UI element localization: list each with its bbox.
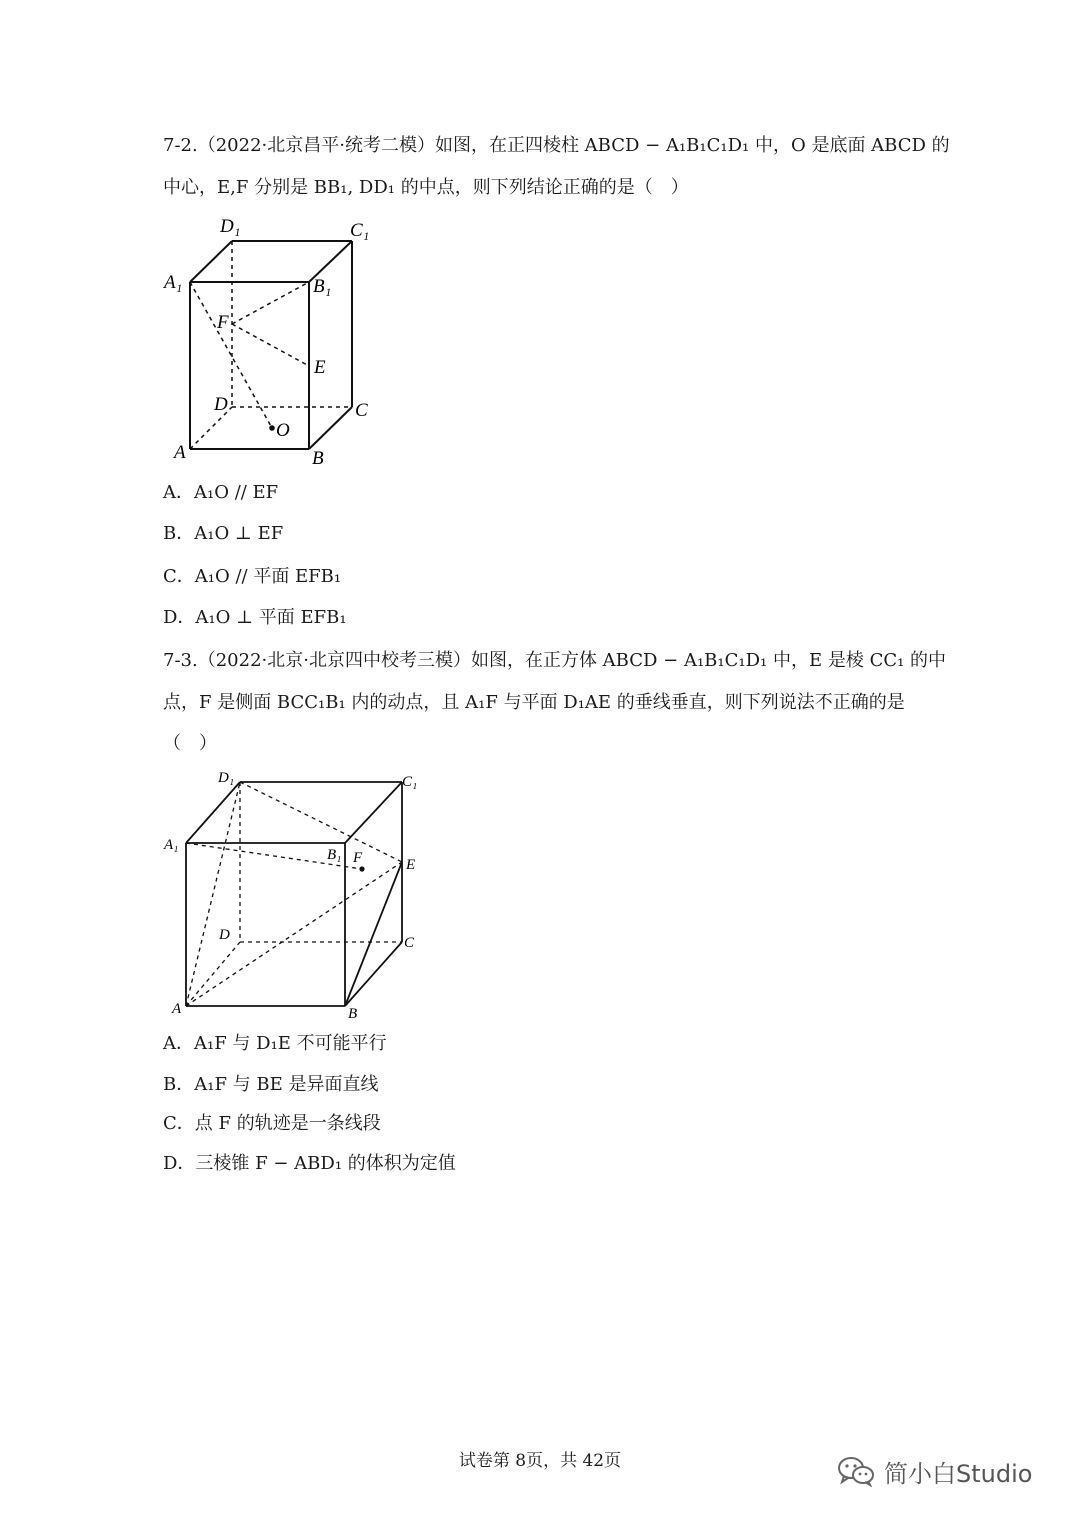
label-B1: B₁	[327, 847, 342, 863]
q72-option-d: D．A₁O ⊥ 平面 EFB₁	[163, 607, 347, 628]
page-footer: 试卷第 8页，共 42页	[458, 1451, 622, 1471]
label-C: C	[355, 400, 368, 421]
label-A: A	[174, 442, 186, 463]
label-F: F	[217, 312, 229, 333]
label-B: B	[348, 1006, 358, 1022]
label-C1: C₁	[350, 220, 370, 241]
watermark	[836, 1453, 1032, 1489]
label-B: B	[312, 448, 324, 469]
label-A1: A₁	[164, 837, 179, 853]
q73-cube-figure	[160, 765, 430, 1025]
label-E: E	[314, 357, 326, 378]
segment-BE	[345, 862, 402, 1006]
point-O	[269, 425, 275, 431]
label-B1: B₁	[313, 276, 332, 297]
label-A1: A₁	[164, 272, 183, 293]
q72-prism-diagram	[160, 210, 400, 470]
label-C: C	[404, 935, 415, 951]
label-D: D	[219, 927, 230, 943]
label-D: D	[214, 394, 228, 415]
q73-option-c: C．点 F 的轨迹是一条线段	[163, 1113, 381, 1134]
q73-stem-line-1: 7-3.（2022·北京·北京四中校考三模）如图，在正方体 ABCD − A₁B₁C₁D₁ 中，E 是棱 CC₁ 的中	[163, 650, 947, 671]
q72-option-a: A．A₁O // EF	[163, 482, 279, 503]
label-D1: D₁	[220, 216, 241, 237]
edge-A1D1	[190, 241, 232, 282]
segment-FE	[232, 324, 309, 366]
q72-stem-line-2: 中心，E,F 分别是 BB₁, DD₁ 的中点，则下列结论正确的是（ ）	[163, 177, 689, 198]
segment-A1O	[190, 282, 272, 428]
edge-CB	[309, 407, 352, 449]
edge-CB	[345, 942, 402, 1006]
label-E: E	[406, 857, 416, 873]
edge-A1D1	[186, 782, 240, 843]
q72-prism-figure	[160, 210, 400, 470]
label-D1: D₁	[218, 770, 235, 786]
q73-stem-line-3: （ ）	[163, 733, 217, 754]
label-C1: C₁	[402, 774, 418, 790]
label-A: A	[172, 1001, 182, 1017]
wechat-icon	[836, 1455, 876, 1487]
segment-D1E	[240, 782, 402, 862]
segment-FB1	[232, 282, 309, 324]
segment-AD1	[186, 782, 240, 1006]
edge-C1B1	[345, 782, 402, 843]
q73-stem-line-2: 点，F 是侧面 BCC₁B₁ 内的动点，且 A₁F 与平面 D₁AE 的垂线垂直，则下列说法不正确的是	[163, 692, 905, 713]
q72-option-c: C．A₁O // 平面 EFB₁	[163, 566, 342, 587]
q73-option-d: D．三棱锥 F − ABD₁ 的体积为定值	[163, 1153, 456, 1174]
q72-option-b: B．A₁O ⊥ EF	[163, 523, 284, 544]
q72-stem-line-1: 7-2.（2022·北京昌平·统考二模）如图，在正四棱柱 ABCD − A₁B₁C₁D₁ 中，O 是底面 ABCD 的	[163, 135, 950, 156]
label-F: F	[353, 850, 363, 866]
q73-option-a: A．A₁F 与 D₁E 不可能平行	[163, 1033, 387, 1054]
label-O: O	[276, 420, 290, 441]
q73-option-b: B．A₁F 与 BE 是异面直线	[163, 1074, 379, 1095]
q73-cube-diagram	[160, 765, 430, 1025]
watermark-text: 简小白Studio	[884, 1459, 1033, 1488]
point-F	[359, 866, 364, 871]
